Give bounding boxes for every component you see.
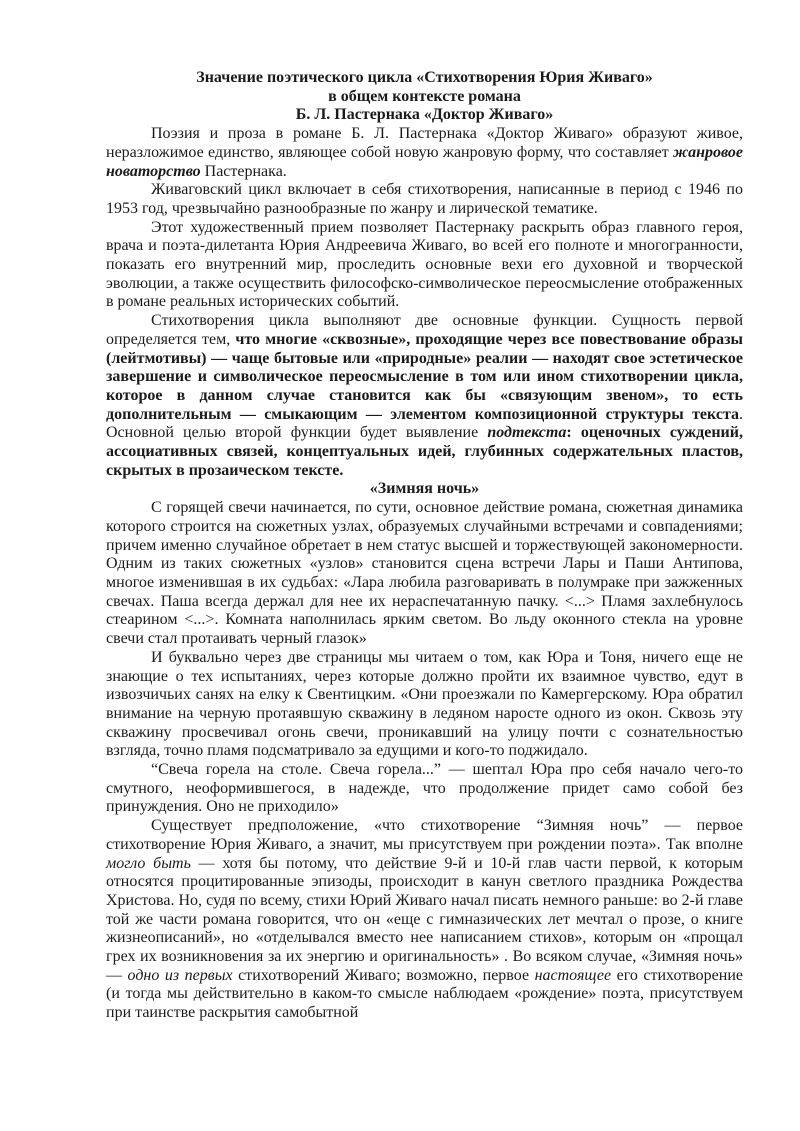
text-run: его стихотворение (и тогда мы действительно в каком-то смысле наблюдаем «рождение» поэта, присутствуем при таинстве раскрытия самобытной [106, 966, 743, 1022]
paragraph-assumption-birth-of-poet [106, 817, 743, 1023]
text-run: стихотворений Живаго; возможно, первое [232, 966, 535, 984]
text-run: Этот художественный прием позволяет Пастернаку раскрыть образ главного героя, врача и поэта-дилетанта Юрия Андреевича Живаго, во всей его полноте и многогранности, показать его внутренний мир, проследить основные вехи его духовной и творческой эволюции, а также осуществить философско-символическое переосмысление отображенных в романе реальных исторических событий. [106, 218, 743, 311]
text-run: — хотя бы потому, что действие 9-й и 10-й глав части первой, к которым относятся процитированные эпизоды, происходит в канун светлого праздника Рождества Христова. Но, судя по всему, стихи Юрий Живаго начал писать немного раньше: во 2-й главе той же части романа говорится, что он «еще с гимназических лет мечтал о прозе, о книге жизнеописаний», но «отделывался вместо нее написанием стихов», которым он «прощал грех их возникновения за их энергию и оригинальность» . Во всяком случае, «Зимняя ночь» — [106, 854, 743, 984]
text-run-could-be: могло быть [106, 854, 191, 872]
text-run: И буквально через две страницы мы читаем о том, как Юра и Тоня, ничего еще не знающие о тех испытаниях, через которые должно пройти их взаимное чувство, едут в извозчичьих санях на елку к Свентицким. «Они проезжали по Камергерскому. Юра обратил внимание на черную протаявшую скважину в ледяном наросте одного из окон. Сквозь эту скважину просвечивал огонь свечи, проникавший на улицу почти с сознательностью взгляда, точно пламя подсматривало за едущими и кого-то поджидало. [106, 648, 743, 760]
title-line-1: Значение поэтического цикла «Стихотворения Юрия Живаго» [196, 69, 653, 86]
paragraph-artistic-device [106, 219, 743, 313]
title-line-2: в общем контексте романа [328, 87, 521, 105]
paragraph-burning-candle [106, 499, 743, 649]
text-run: “Свеча горела на столе. Свеча горела...” — шептал Юра про себя начало чего-то смутного, неоформившегося, в надежде, что продолжение придет само собой без принуждения. Оно не приходило» [106, 761, 743, 816]
text-run-one-of-first: одно из первых [127, 966, 233, 984]
text-run: . Основной целью второй функции будет выявление [106, 405, 743, 442]
text-run-real: настоящее [534, 966, 612, 984]
text-run: Пастернака. [200, 162, 287, 180]
paragraph-zhivago-cycle [106, 181, 743, 218]
text-run-subtext: подтекста [487, 424, 567, 442]
document-title [106, 69, 743, 125]
text-run-first-function: что многие «сквозные», проходящие через все повествование образы (лейтмотивы) — чаще бытовые или «природные» реалии — находят свое эстетическое завершение и символическое переосмысление в том или ином стихотворении цикла, которое в данном случае становится как бы «связующим звеном», то есть дополнительным — смыкающим — элементом композиционной структуры текста [106, 330, 743, 423]
text-run: Поэзия и проза в романе Б. Л. Пастернака «Доктор Живаго» образуют живое, неразложимое единство, являющее собой новую жанровую форму, что составляет [106, 125, 743, 161]
title-line-3: Б. Л. Пастернака «Доктор Живаго» [295, 106, 554, 124]
text-run: Существует предположение, «что стихотворение “Зимняя ночь” — первое стихотворение Юрия Живаго, а значит, мы присутствуем при рождении поэта». Так вполне [106, 817, 743, 853]
text-run-second-function: : оценочных суждений, ассоциативных связей, концептуальных идей, глубинных содержательных пластов, скрытых в прозаическом тексте. [106, 424, 743, 479]
paragraph-candle-quote [106, 761, 743, 817]
subheading-winter-night: «Зимняя ночь» [369, 480, 480, 498]
paragraph-two-functions [106, 312, 743, 480]
paragraph-poetry-and-prose [106, 125, 743, 181]
text-run: С горящей свечи начинается, по сути, основное действие романа, сюжетная динамика которого строится на сюжетных узлах, образуемых случайными встречами и совпадениями; причем именно случайное обретает в нем статус высшей и торжествующей закономерности. Одним из таких сюжетных «узлов» становится сцена встречи Лары и Паши Антипова, многое изменившая в их судьбах: «Лара любила разговаривать в полумраке при зажженных свечах. Паша всегда держал для нее их нераспечатанную пачку. <...> Пламя захлебнулось стеарином <...>. Комната наполнилась ярким светом. Во льду оконного стекла на уровне свечи стал протаивать черный глазок» [106, 499, 743, 648]
text-run: Живаговский цикл включает в себя стихотворения, написанные в период с 1946 по 1953 год, чрезвычайно разнообразные по жанру и лирической тематике. [106, 181, 743, 217]
text-run: Стихотворения цикла выполняют две основные функции. Сущность первой определяется тем, [106, 312, 743, 348]
text-run-genre-innovation: жанровое новаторство [106, 143, 743, 180]
paragraph-yura-and-tonya [106, 649, 743, 761]
